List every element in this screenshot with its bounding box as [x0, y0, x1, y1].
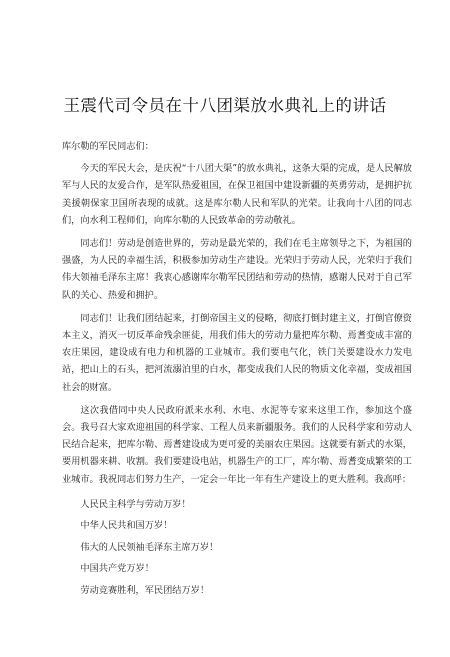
slogan-3: 伟大的人民领袖毛泽东主席万岁！ — [80, 541, 219, 553]
slogan-2: 中华人民共和国万岁！ — [80, 520, 173, 532]
slogan-4: 中国共产党万岁！ — [80, 563, 154, 575]
paragraph-3: 同志们！让我们团结起来，打倒帝国主义的侵略，彻底打倒封建主义，打倒官僚资本主义，消灭一切反革命残余匪徒，用我们伟大的劳动力量把库尔勒、焉耆变成丰富的农庄果园，建设成有电力和机器的工业城市。我们要电气化，铁门关要建设水力发电站，把山上的石头，把河流溺泊里的白水，都变成我们人民的物质文化幸福，变成祖国社会的财富。 — [62, 312, 412, 393]
slogan-5: 劳动竞赛胜利，军民团结万岁！ — [80, 584, 210, 596]
paragraph-1: 今天的军民大会，是庆祝“十八团大渠”的放水典礼，这条大渠的完成，是人民解放军与人民的友爱合作，是军队热爱祖国，在保卫祖国中建设新疆的英勇劳动，是拥护抗美援朝保家卫国所表现的成就。这是库尔勒人民和军队的光荣。让我向十八团的同志们，向水利工程师们，向库尔勒的人民致革命的劳动敬礼。 — [62, 163, 412, 226]
salutation: 库尔勒的军民同志们： — [62, 141, 154, 152]
paragraph-2: 同志们！劳动是创造世界的，劳动是最光荣的，我们在毛主席领导之下，为祖国的强盛，为人民的幸福生活，积极参加劳动生产建设。光荣归于劳动人民，光荣归于我们伟大领袖毛泽东主席！我衷心感谢库尔勒军民团结和劳动的热情，感谢人民对于自己军队的关心、热爱和拥护。 — [62, 238, 412, 301]
slogan-1: 人民民主科学与劳动万岁！ — [80, 498, 191, 510]
speech-title: 王震代司令员在十八团渠放水典礼上的讲话 — [63, 96, 387, 115]
paragraph-4: 这次我借同中央人民政府派来水利、水电、水泥等专家来这里工作，参加这个盛会。我号召大家欢迎祖国的科学家、工程人员来新疆服务。我们的人民科学家和劳动人民结合起来，把库尔勒、焉耆建设成为更可爱的美丽农庄果园。这就要有新式的水渠，要用机器来耕、收割。我们要建设电站，机器生产的工厂，库尔勒、焉耆变成繁荣的工业城市。我祝同志们努力生产，一定会一年比一年有生产建设上的更大胜利。我高呼： — [62, 404, 412, 485]
speech-body — [62, 138, 412, 601]
slogan-list — [62, 494, 412, 602]
